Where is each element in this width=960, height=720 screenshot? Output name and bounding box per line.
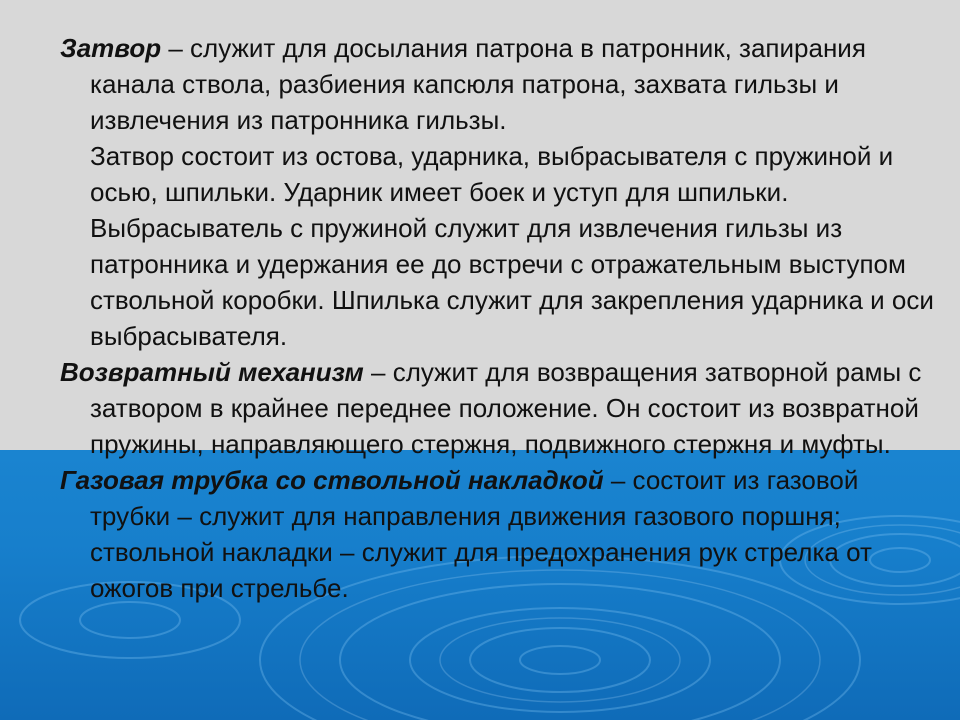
term-return-mechanism: Возвратный механизм xyxy=(60,357,364,387)
text-zatvor: – служит для досылания патрона в патронник, запирания канала ствола, разбиения капсюля патрона, захвата гильзы и извлечения из патронника гильзы. xyxy=(90,33,866,135)
paragraph-zatvor xyxy=(60,30,940,138)
term-gas-tube: Газовая трубка со ствольной накладкой xyxy=(60,465,604,495)
paragraph-zatvor-details xyxy=(60,138,940,354)
text-zatvor-details: Затвор состоит из остова, ударника, выбрасывателя с пружиной и осью, шпильки. Ударник имеет боек и уступ для шпильки. Выбрасыватель с пружиной служит для извлечения гильзы из патронника и удержания ее до встречи с отражательным выступом ствольной коробки. Шпилька служит для закрепления ударника и оси выбрасывателя. xyxy=(90,141,934,351)
slide-text xyxy=(60,30,940,606)
text-gas-tube: – состоит из газовой трубки – служит для направления движения газового поршня; ствольной накладки – служит для предохранения рук стрелка от ожогов при стрельбе. xyxy=(90,465,872,603)
term-zatvor: Затвор xyxy=(60,33,162,63)
paragraph-return-mechanism xyxy=(60,354,940,462)
text-return-mechanism: – служит для возвращения затворной рамы с затвором в крайнее переднее положение. Он состоит из возвратной пружины, направляющего стержня, подвижного стержня и муфты. xyxy=(90,357,922,459)
paragraph-gas-tube xyxy=(60,462,940,606)
